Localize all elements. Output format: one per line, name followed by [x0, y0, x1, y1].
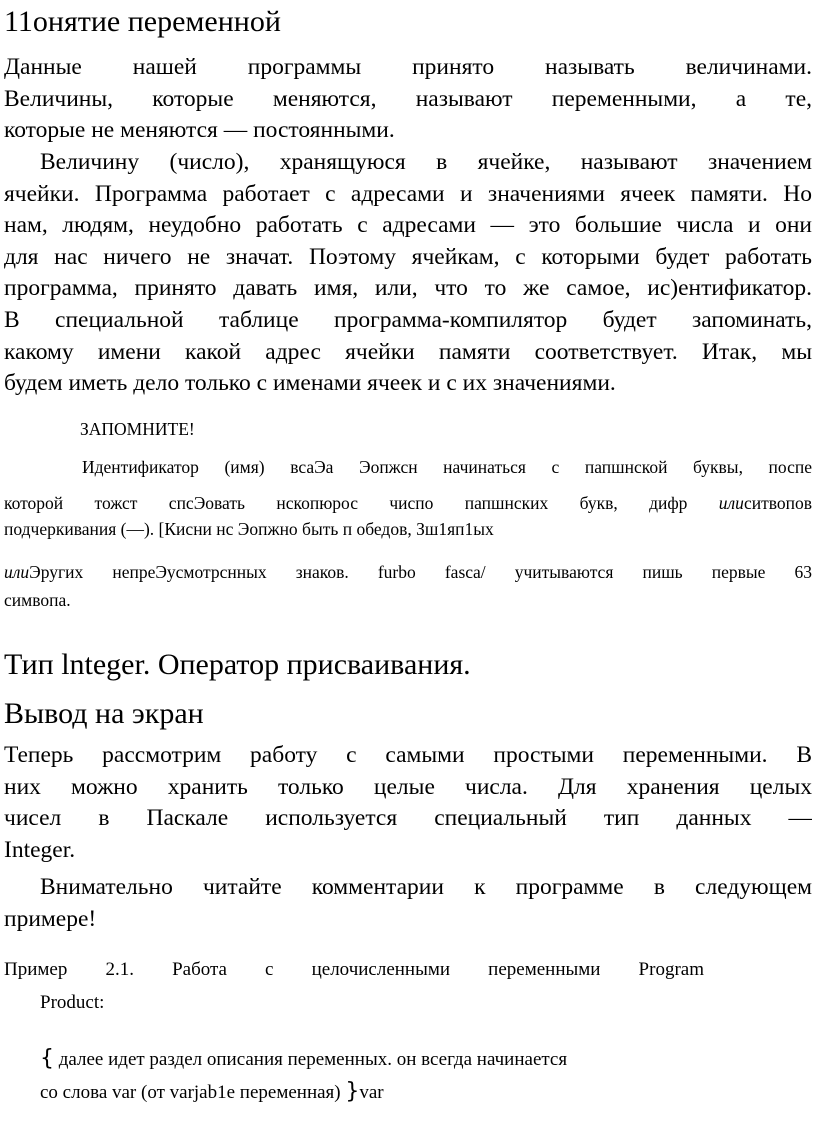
text-line: которые не меняются — постоянными. [4, 117, 395, 144]
text-line: Integer. [4, 836, 76, 863]
paragraph-read-comments [4, 872, 812, 935]
section-heading-variable-concept: 11онятие переменной [4, 5, 281, 38]
note-line: Идентификатор (имя) всаЭа Эопжсн начинаться с папшнской буквы, поспе [82, 457, 812, 477]
note-line [4, 491, 812, 515]
note-italic-word: или [718, 493, 744, 513]
code-comment-line [40, 1079, 384, 1106]
note-text: Эругих непреЭусмотрснных знаков. furbo fasca/ учитываются пишь первые 63 [29, 562, 812, 582]
note-line: симвопа. [4, 590, 71, 610]
example-program-name: Product: [40, 992, 105, 1013]
section-heading-screen-output: Вывод на экран [4, 697, 204, 730]
text-line: них можно хранить только целые числа. Для хранения целых [4, 773, 812, 800]
brace-open-symbol: { [40, 1046, 54, 1071]
text-line: какому имени какой адрес ячейки памяти соответствует. Итак, мы [4, 338, 812, 365]
note-text: ситвопов [743, 493, 812, 513]
paragraph-identifiers [4, 147, 812, 400]
example-caption: Пример 2.1. Работа с целочисленными переменными Program [4, 959, 704, 980]
note-italic-word: или [4, 562, 30, 582]
text-line: Теперь рассмотрим работу с самыми простыми переменными. В [4, 742, 812, 768]
text-line: примере! [4, 905, 97, 932]
brace-close-symbol: } [345, 1079, 360, 1104]
text-line: В специальной таблице программа-компилятор будет запоминать, [4, 306, 812, 333]
text-line: ячейки. Программа работает с адресами и значениями ячеек памяти. Но [4, 180, 812, 207]
note-line: подчеркивания (—). [Кисни нс Эопжно быть п обедов, Зш1яп1ых [4, 519, 494, 539]
paragraph-integer [4, 740, 812, 866]
text-line: Величины, которые меняются, называют переменными, а те, [4, 85, 812, 112]
code-comment-text: далее идет раздел описания переменных. он всегда начинается [54, 1049, 568, 1070]
code-comment-line [40, 1046, 567, 1073]
code-keyword-var: var [359, 1082, 384, 1103]
code-comment-text: со слова var (от varjab1e переменная) [40, 1082, 346, 1103]
text-line: чисел в Паскале используется специальный тип данных — [4, 805, 812, 832]
section-heading-integer-type: Тип lnteger. Оператор присваивания. [4, 648, 471, 681]
paragraph-values [4, 52, 812, 147]
note-line [4, 560, 812, 584]
text-line: Внимательно читайте комментарии к программе в следующем [40, 874, 812, 900]
text-line: будем иметь дело только с именами ячеек и с их значениями. [4, 370, 616, 397]
remember-callout: ЗАПОМНИТЕ! [80, 419, 195, 439]
text-line: Величину (число), хранящуюся в ячейке, называют значением [40, 149, 812, 175]
text-line: для нас ничего не значат. Поэтому ячейкам, с которыми будет работать [4, 243, 812, 270]
text-line: Данные нашей программы принято называть величинами. [4, 54, 812, 80]
text-line: нам, людям, неудобно работать с адресами — это большие числа и они [4, 212, 812, 239]
note-text: которой тожст спсЭовать нскопюрос чиспо папшнских букв, дифр [4, 493, 719, 513]
text-line: программа, принято давать имя, или, что то же самое, ис)ентификатор. [4, 275, 812, 302]
